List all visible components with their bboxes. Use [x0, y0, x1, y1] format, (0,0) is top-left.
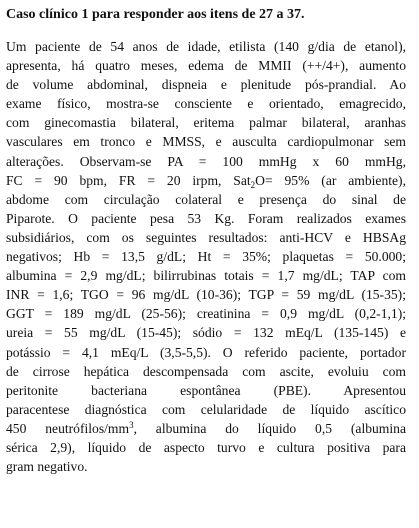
case-text-line: gram negativo. — [6, 459, 88, 475]
case-text-line: subsidiários, com os seguintes resultados: anti-HCV e HBSAg — [6, 229, 406, 245]
case-text-line-neutrophils — [6, 419, 406, 438]
case-text-line: de cirrose hepática descompensada com ascite, evoluiu com — [6, 363, 406, 379]
case-title: Caso clínico 1 para responder aos itens de 27 a 37. — [6, 7, 305, 22]
case-text-line: sérica 2,9), líquido de aspecto turvo e cultura positiva para — [6, 439, 406, 455]
subscript-2: 2 — [250, 179, 256, 190]
line-text-before: FC = 90 bpm, FR = 20 irpm, Sat — [6, 172, 251, 188]
case-text-line: ureia = 55 mg/dL (15-45); sódio = 132 mEq/L (135-145) e — [6, 325, 406, 341]
case-text-line: GGT = 189 mg/dL (25-56); creatinina = 0,9 mg/dL (0,2-1,1); — [6, 306, 406, 322]
case-text-line: apresenta, há quatro meses, edema de MMII (++/4+), aumento — [6, 58, 406, 74]
case-text-line: Um paciente de 54 anos de idade, etilista (140 g/dia de etanol), — [6, 39, 406, 54]
case-text-line: exame físico, mostra-se consciente e orientado, emagrecido, — [6, 96, 406, 112]
case-text-line: de volume abdominal, dispneia e plenitude pós-prandial. Ao — [6, 77, 406, 93]
case-text — [6, 37, 406, 476]
superscript-3: 3 — [129, 419, 134, 430]
case-text-line-oxygen-saturation — [6, 171, 406, 190]
case-text-line: albumina = 2,9 mg/dL; bilirrubinas totais = 1,7 mg/dL; TAP com — [6, 268, 406, 284]
case-text-line: INR = 1,6; TGO = 96 mg/dL (10-36); TGP = 59 mg/dL (15-35); — [6, 287, 406, 303]
case-text-line: peritonite bacteriana espontânea (PBE). Apresentou — [6, 382, 406, 398]
line-text-before: 450 neutrófilos/mm — [6, 420, 130, 436]
case-text-line: paracentese diagnóstica com celularidade de líquido ascítico — [6, 401, 406, 417]
case-text-line: negativos; Hb = 13,5 g/dL; Ht = 35%; plaquetas = 50.000; — [6, 249, 406, 265]
case-text-line: potássio = 4,1 mEq/L (3,5-5,5). O referido paciente, portador — [6, 344, 406, 360]
line-text-after: , albumina do líquido 0,5 (albumina — [133, 420, 406, 436]
case-text-line: abdome com circulação colateral e presença do sinal de — [6, 191, 406, 207]
case-text-line: alterações. Observam-se PA = 100 mmHg x 60 mmHg, — [6, 153, 406, 169]
case-text-line: vasculares em tronco e MMSS, e ausculta cardiopulmonar sem — [6, 134, 406, 150]
line-text-after: O= 95% (ar ambiente), — [255, 172, 406, 188]
case-text-line: Piparote. O paciente pesa 53 Kg. Foram realizados exames — [6, 210, 406, 226]
case-text-line: com ginecomastia bilateral, eritema palmar bilateral, aranhas — [6, 115, 406, 131]
